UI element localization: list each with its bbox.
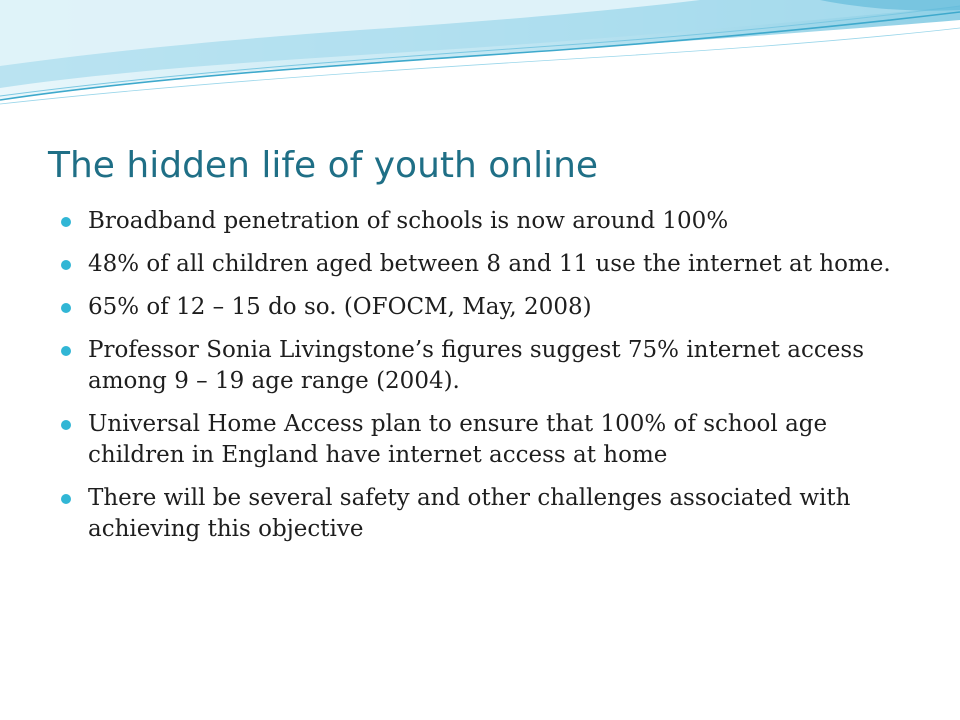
bullet-item <box>58 409 908 471</box>
bullet-item <box>58 335 908 397</box>
bullet-dot-icon <box>61 346 71 356</box>
bullet-text: There will be several safety and other challenges associated with achieving this objective <box>88 485 851 542</box>
bullet-text: 48% of all children aged between 8 and 11 use the internet at home. <box>88 251 891 277</box>
bullet-text: 65% of 12 – 15 do so. (OFOCM, May, 2008) <box>88 294 592 320</box>
bullet-text: Universal Home Access plan to ensure that 100% of school age children in England have internet access at home <box>88 411 828 468</box>
bullet-dot-icon <box>61 303 71 313</box>
bullet-list <box>58 206 908 557</box>
bullet-item <box>58 292 908 323</box>
bullet-text: Broadband penetration of schools is now around 100% <box>88 208 729 234</box>
bullet-item <box>58 249 908 280</box>
bullet-text: Professor Sonia Livingstone’s figures suggest 75% internet access among 9 – 19 age range (2004). <box>88 337 865 394</box>
bullet-dot-icon <box>61 260 71 270</box>
bullet-item <box>58 206 908 237</box>
slide-title: The hidden life of youth online <box>48 145 599 186</box>
bullet-item <box>58 483 908 545</box>
bullet-dot-icon <box>61 494 71 504</box>
header-wave-decoration <box>0 0 960 115</box>
bullet-dot-icon <box>61 217 71 227</box>
bullet-dot-icon <box>61 420 71 430</box>
